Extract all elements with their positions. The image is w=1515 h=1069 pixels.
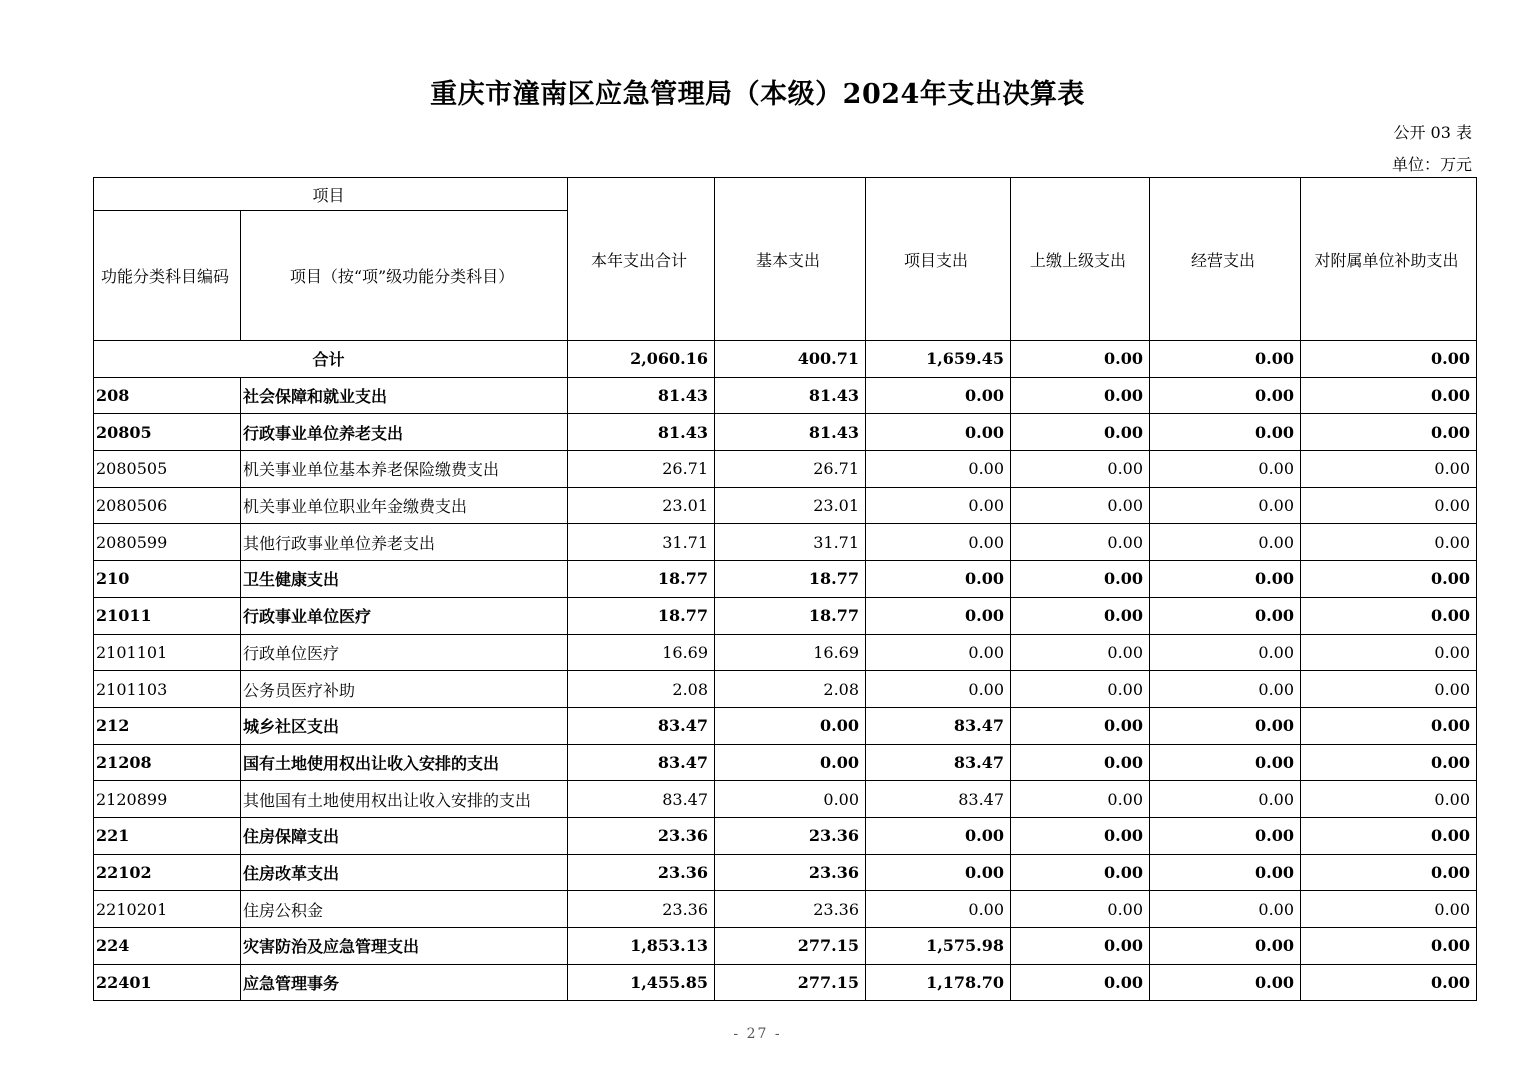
cell-superior: 0.00 [1011, 928, 1150, 965]
cell-subsidy: 0.00 [1301, 744, 1477, 781]
header-name: 项目（按“项”级功能分类科目） [241, 211, 568, 341]
cell-project: 0.00 [866, 854, 1011, 891]
cell-project: 0.00 [866, 634, 1011, 671]
unit-label: 单位：万元 [1391, 155, 1472, 174]
cell-basic: 0.00 [715, 781, 866, 818]
header-project: 项目 [94, 178, 568, 211]
total-cell-superior: 0.00 [1011, 341, 1150, 378]
cell-business: 0.00 [1150, 928, 1301, 965]
cell-code: 2210201 [94, 891, 241, 928]
cell-subsidy: 0.00 [1301, 524, 1477, 561]
cell-subsidy: 0.00 [1301, 707, 1477, 744]
table-row [94, 964, 1477, 1001]
header-subsidy: 对附属单位补助支出 [1301, 178, 1477, 341]
cell-name: 国有土地使用权出让收入安排的支出 [241, 744, 568, 781]
form-number: 公开 03 表 [1393, 123, 1472, 142]
cell-project: 0.00 [866, 524, 1011, 561]
cell-basic: 31.71 [715, 524, 866, 561]
cell-superior: 0.00 [1011, 561, 1150, 598]
cell-name: 社会保障和就业支出 [241, 377, 568, 414]
cell-subsidy: 0.00 [1301, 377, 1477, 414]
cell-code: 2080506 [94, 487, 241, 524]
table-row [94, 487, 1477, 524]
cell-superior: 0.00 [1011, 744, 1150, 781]
cell-code: 2080505 [94, 451, 241, 488]
cell-basic: 2.08 [715, 671, 866, 708]
cell-name: 行政事业单位养老支出 [241, 414, 568, 451]
cell-subsidy: 0.00 [1301, 817, 1477, 854]
total-label: 合计 [94, 341, 568, 378]
cell-subsidy: 0.00 [1301, 597, 1477, 634]
cell-name: 机关事业单位基本养老保险缴费支出 [241, 451, 568, 488]
cell-business: 0.00 [1150, 597, 1301, 634]
table-row [94, 817, 1477, 854]
cell-subsidy: 0.00 [1301, 671, 1477, 708]
cell-basic: 81.43 [715, 414, 866, 451]
cell-code: 22401 [94, 964, 241, 1001]
cell-project: 1,575.98 [866, 928, 1011, 965]
cell-project: 0.00 [866, 414, 1011, 451]
header-basic: 基本支出 [715, 178, 866, 341]
cell-name: 行政单位医疗 [241, 634, 568, 671]
cell-business: 0.00 [1150, 781, 1301, 818]
table-row [94, 854, 1477, 891]
cell-business: 0.00 [1150, 414, 1301, 451]
cell-code: 2101101 [94, 634, 241, 671]
cell-total: 18.77 [568, 561, 715, 598]
cell-basic: 277.15 [715, 964, 866, 1001]
total-cell-business: 0.00 [1150, 341, 1301, 378]
cell-project: 83.47 [866, 707, 1011, 744]
table-row [94, 451, 1477, 488]
header-project-expenditure: 项目支出 [866, 178, 1011, 341]
cell-superior: 0.00 [1011, 377, 1150, 414]
cell-business: 0.00 [1150, 524, 1301, 561]
cell-basic: 16.69 [715, 634, 866, 671]
cell-code: 221 [94, 817, 241, 854]
cell-name: 住房保障支出 [241, 817, 568, 854]
table-body [94, 341, 1477, 1001]
cell-superior: 0.00 [1011, 414, 1150, 451]
cell-subsidy: 0.00 [1301, 634, 1477, 671]
cell-total: 31.71 [568, 524, 715, 561]
cell-project: 83.47 [866, 781, 1011, 818]
cell-business: 0.00 [1150, 634, 1301, 671]
total-row [94, 341, 1477, 378]
cell-name: 卫生健康支出 [241, 561, 568, 598]
cell-superior: 0.00 [1011, 671, 1150, 708]
cell-superior: 0.00 [1011, 854, 1150, 891]
cell-basic: 0.00 [715, 744, 866, 781]
cell-business: 0.00 [1150, 707, 1301, 744]
cell-business: 0.00 [1150, 487, 1301, 524]
cell-project: 0.00 [866, 671, 1011, 708]
cell-project: 0.00 [866, 891, 1011, 928]
header-business: 经营支出 [1150, 178, 1301, 341]
cell-basic: 23.36 [715, 891, 866, 928]
total-cell-basic: 400.71 [715, 341, 866, 378]
cell-superior: 0.00 [1011, 781, 1150, 818]
cell-total: 83.47 [568, 781, 715, 818]
cell-superior: 0.00 [1011, 597, 1150, 634]
cell-total: 23.01 [568, 487, 715, 524]
cell-business: 0.00 [1150, 744, 1301, 781]
cell-superior: 0.00 [1011, 487, 1150, 524]
cell-code: 22102 [94, 854, 241, 891]
cell-subsidy: 0.00 [1301, 964, 1477, 1001]
cell-project: 0.00 [866, 597, 1011, 634]
cell-superior: 0.00 [1011, 817, 1150, 854]
cell-subsidy: 0.00 [1301, 414, 1477, 451]
cell-project: 0.00 [866, 817, 1011, 854]
cell-basic: 26.71 [715, 451, 866, 488]
page-number: - 27 - [733, 1026, 782, 1042]
cell-superior: 0.00 [1011, 524, 1150, 561]
cell-superior: 0.00 [1011, 451, 1150, 488]
cell-name: 住房公积金 [241, 891, 568, 928]
cell-name: 应急管理事务 [241, 964, 568, 1001]
cell-subsidy: 0.00 [1301, 487, 1477, 524]
cell-code: 212 [94, 707, 241, 744]
cell-basic: 23.36 [715, 817, 866, 854]
table-row [94, 414, 1477, 451]
cell-total: 23.36 [568, 817, 715, 854]
cell-name: 城乡社区支出 [241, 707, 568, 744]
cell-subsidy: 0.00 [1301, 854, 1477, 891]
header-superior: 上缴上级支出 [1011, 178, 1150, 341]
cell-basic: 18.77 [715, 561, 866, 598]
cell-name: 机关事业单位职业年金缴费支出 [241, 487, 568, 524]
table-row [94, 744, 1477, 781]
table-row [94, 524, 1477, 561]
cell-name: 其他行政事业单位养老支出 [241, 524, 568, 561]
cell-basic: 277.15 [715, 928, 866, 965]
cell-code: 20805 [94, 414, 241, 451]
cell-name: 行政事业单位医疗 [241, 597, 568, 634]
cell-basic: 0.00 [715, 707, 866, 744]
cell-code: 21011 [94, 597, 241, 634]
table-row [94, 597, 1477, 634]
cell-code: 21208 [94, 744, 241, 781]
total-cell-subsidy: 0.00 [1301, 341, 1477, 378]
cell-business: 0.00 [1150, 561, 1301, 598]
cell-business: 0.00 [1150, 817, 1301, 854]
total-cell-project: 1,659.45 [866, 341, 1011, 378]
cell-business: 0.00 [1150, 964, 1301, 1001]
cell-basic: 23.36 [715, 854, 866, 891]
expenditure-table [93, 177, 1477, 1001]
cell-total: 1,455.85 [568, 964, 715, 1001]
cell-subsidy: 0.00 [1301, 928, 1477, 965]
total-cell-total: 2,060.16 [568, 341, 715, 378]
page-title: 重庆市潼南区应急管理局（本级）2024年支出决算表 [430, 79, 1085, 110]
table-row [94, 707, 1477, 744]
cell-total: 23.36 [568, 891, 715, 928]
cell-basic: 81.43 [715, 377, 866, 414]
cell-basic: 23.01 [715, 487, 866, 524]
cell-total: 81.43 [568, 377, 715, 414]
cell-project: 0.00 [866, 487, 1011, 524]
cell-code: 224 [94, 928, 241, 965]
cell-total: 16.69 [568, 634, 715, 671]
cell-business: 0.00 [1150, 377, 1301, 414]
cell-total: 26.71 [568, 451, 715, 488]
cell-code: 2120899 [94, 781, 241, 818]
cell-subsidy: 0.00 [1301, 561, 1477, 598]
cell-total: 23.36 [568, 854, 715, 891]
cell-total: 18.77 [568, 597, 715, 634]
cell-superior: 0.00 [1011, 707, 1150, 744]
table-row [94, 671, 1477, 708]
cell-total: 2.08 [568, 671, 715, 708]
cell-code: 210 [94, 561, 241, 598]
cell-project: 0.00 [866, 451, 1011, 488]
cell-name: 住房改革支出 [241, 854, 568, 891]
header-code: 功能分类科目编码 [94, 211, 241, 341]
cell-total: 83.47 [568, 707, 715, 744]
cell-superior: 0.00 [1011, 634, 1150, 671]
cell-subsidy: 0.00 [1301, 891, 1477, 928]
cell-name: 公务员医疗补助 [241, 671, 568, 708]
cell-subsidy: 0.00 [1301, 781, 1477, 818]
cell-total: 83.47 [568, 744, 715, 781]
cell-basic: 18.77 [715, 597, 866, 634]
cell-name: 灾害防治及应急管理支出 [241, 928, 568, 965]
cell-project: 83.47 [866, 744, 1011, 781]
table-row [94, 891, 1477, 928]
cell-project: 1,178.70 [866, 964, 1011, 1001]
cell-business: 0.00 [1150, 854, 1301, 891]
cell-superior: 0.00 [1011, 891, 1150, 928]
table-row [94, 561, 1477, 598]
cell-superior: 0.00 [1011, 964, 1150, 1001]
cell-business: 0.00 [1150, 451, 1301, 488]
header-total: 本年支出合计 [568, 178, 715, 341]
table-row [94, 377, 1477, 414]
cell-code: 208 [94, 377, 241, 414]
cell-code: 2101103 [94, 671, 241, 708]
table-row [94, 928, 1477, 965]
table-row [94, 781, 1477, 818]
cell-total: 1,853.13 [568, 928, 715, 965]
cell-project: 0.00 [866, 377, 1011, 414]
cell-code: 2080599 [94, 524, 241, 561]
cell-project: 0.00 [866, 561, 1011, 598]
cell-name: 其他国有土地使用权出让收入安排的支出 [241, 781, 568, 818]
cell-total: 81.43 [568, 414, 715, 451]
cell-business: 0.00 [1150, 671, 1301, 708]
cell-subsidy: 0.00 [1301, 451, 1477, 488]
cell-business: 0.00 [1150, 891, 1301, 928]
table-row [94, 634, 1477, 671]
